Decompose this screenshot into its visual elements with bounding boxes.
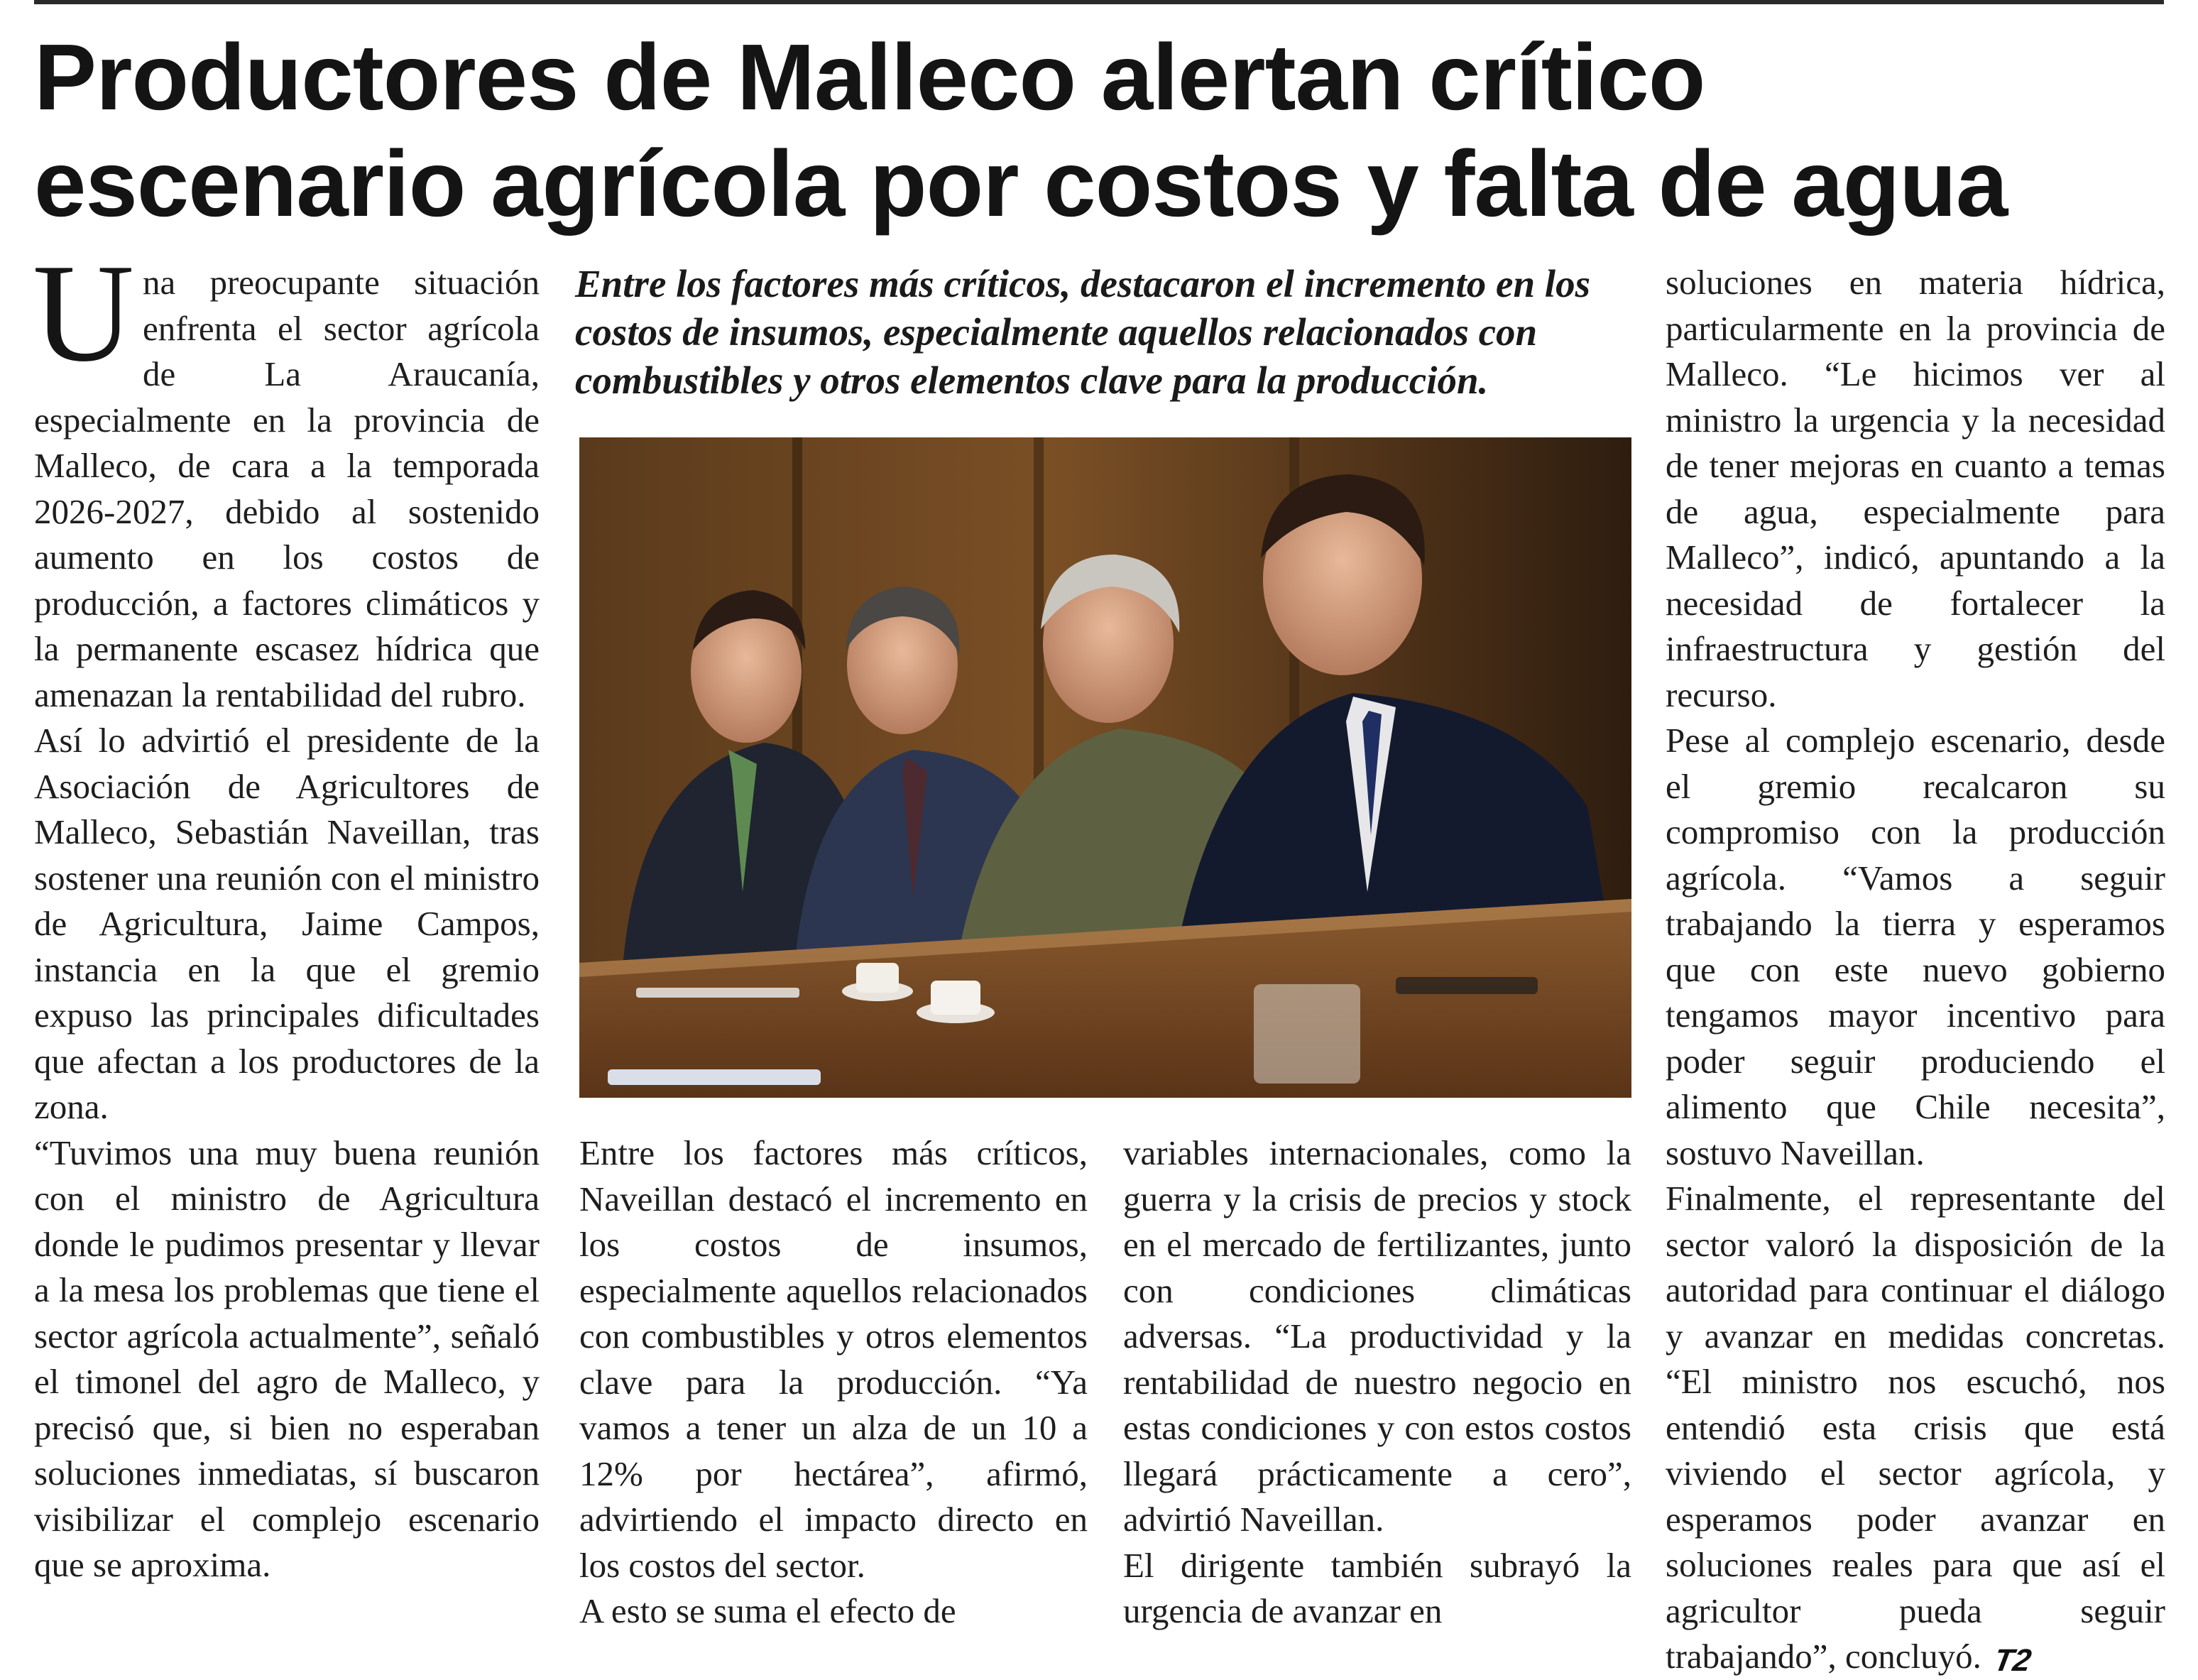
paragraph-10: [1666, 1176, 2165, 1680]
paragraph-5: A esto se suma el efecto de: [579, 1591, 956, 1630]
photo-meeting-icon: [579, 437, 1631, 1098]
headline-line-1: Productores de Malleco alertan crítico: [34, 25, 1705, 129]
paragraph-9: Pese al complejo escenario, desde el gremio recalcaron su compromiso con la producción agrícola. “Vamos a seguir trabajando la tierra y esperamos que con este nuevo gobierno tengamos mayor incentivo para poder seguir produciendo el alimento que Chile necesita”, sostuvo Naveillan.: [1666, 721, 2165, 1172]
article-column-1: [33, 235, 540, 1588]
top-rule: [34, 0, 2164, 4]
article-column-4: [1666, 260, 2165, 1680]
paragraph-2: Así lo advirtió el presidente de la Asociación de Agricultores de Malleco, Sebastián Naveillan, tras sostener una reunión con el ministro de Agricultura, Jaime Campos, instancia en la que el gremio expuso las principales dificultades que afectan a los productores de la zona.: [34, 721, 540, 1126]
article-column-2: [579, 1130, 1088, 1635]
headline-line-2: escenario agrícola por costos y falta de agua: [34, 131, 2008, 236]
paragraph-1: [33, 235, 540, 718]
article-column-3: [1123, 1130, 1631, 1635]
paragraph-4: Entre los factores más críticos, Naveillan destacó el incremento en los costos de insumos, especialmente aquellos relacionados con combustibles y otros elementos clave para la producción. “Ya vamos a tener un alza de un 10 a 12% por hectárea”, afirmó, advirtiendo el impacto directo en los costos del sector.: [579, 1133, 1088, 1585]
headline: [34, 24, 2178, 237]
publication-logo-icon: [1991, 1643, 2034, 1678]
paragraph-10-text: Finalmente, el representante del sector valoró la disposición de la autoridad para continuar el diálogo y avanzar en medidas concretas. “El ministro nos escuchó, nos entendió esta crisis que está viviendo el sector agrícola, y esperamos poder avanzar en soluciones reales para que así el agricultor pueda seguir trabajando”, concluyó.: [1666, 1179, 2165, 1676]
paragraph-6: variables internacionales, como la guerra y la crisis de precios y stock en el mercado de fertilizantes, junto con condiciones climáticas adversas. “La productividad y la rentabilidad de nuestro negocio en estas condiciones y con estos costos llegará prácticamente a cero”, advirtió Naveillan.: [1123, 1133, 1631, 1539]
drop-cap: U: [33, 235, 134, 391]
paragraph-1-text: na preocupante situación enfrenta el sector agrícola de La Araucanía, especialmente en la provincia de Malleco, de cara a la temporada 2026-2027, debido al sostenido aumento en los costos de producción, a factores climáticos y la permanente escasez hídrica que amenazan la rentabilidad del rubro.: [34, 263, 540, 714]
publication-logo-text: T2: [1991, 1643, 2034, 1678]
paragraph-7: El dirigente también subrayó la urgencia de avanzar en: [1123, 1545, 1631, 1630]
article-photo: [579, 437, 1631, 1098]
paragraph-8: soluciones en materia hídrica, particularmente en la provincia de Malleco. “Le hicimos ver al ministro la urgencia y la necesidad de tener mejoras en cuanto a temas de agua, especialmente para Malleco”, indicó, apuntando a la necesidad de fortalecer la infraestructura y gestión del recurso.: [1666, 263, 2165, 714]
pull-quote: Entre los factores más críticos, destacaron el incremento en los costos de insumos, especialmente aquellos relacionados con combustibles y otros elementos clave para la producción.: [575, 262, 1590, 402]
paragraph-3: “Tuvimos una muy buena reunión con el ministro de Agricultura donde le pudimos presentar y llevar a la mesa los problemas que tiene el sector agrícola actualmente”, señaló el timonel del agro de Malleco, y precisó que, si bien no esperaban soluciones inmediatas, sí buscaron visibilizar el complejo escenario que se aproxima.: [34, 1133, 540, 1584]
